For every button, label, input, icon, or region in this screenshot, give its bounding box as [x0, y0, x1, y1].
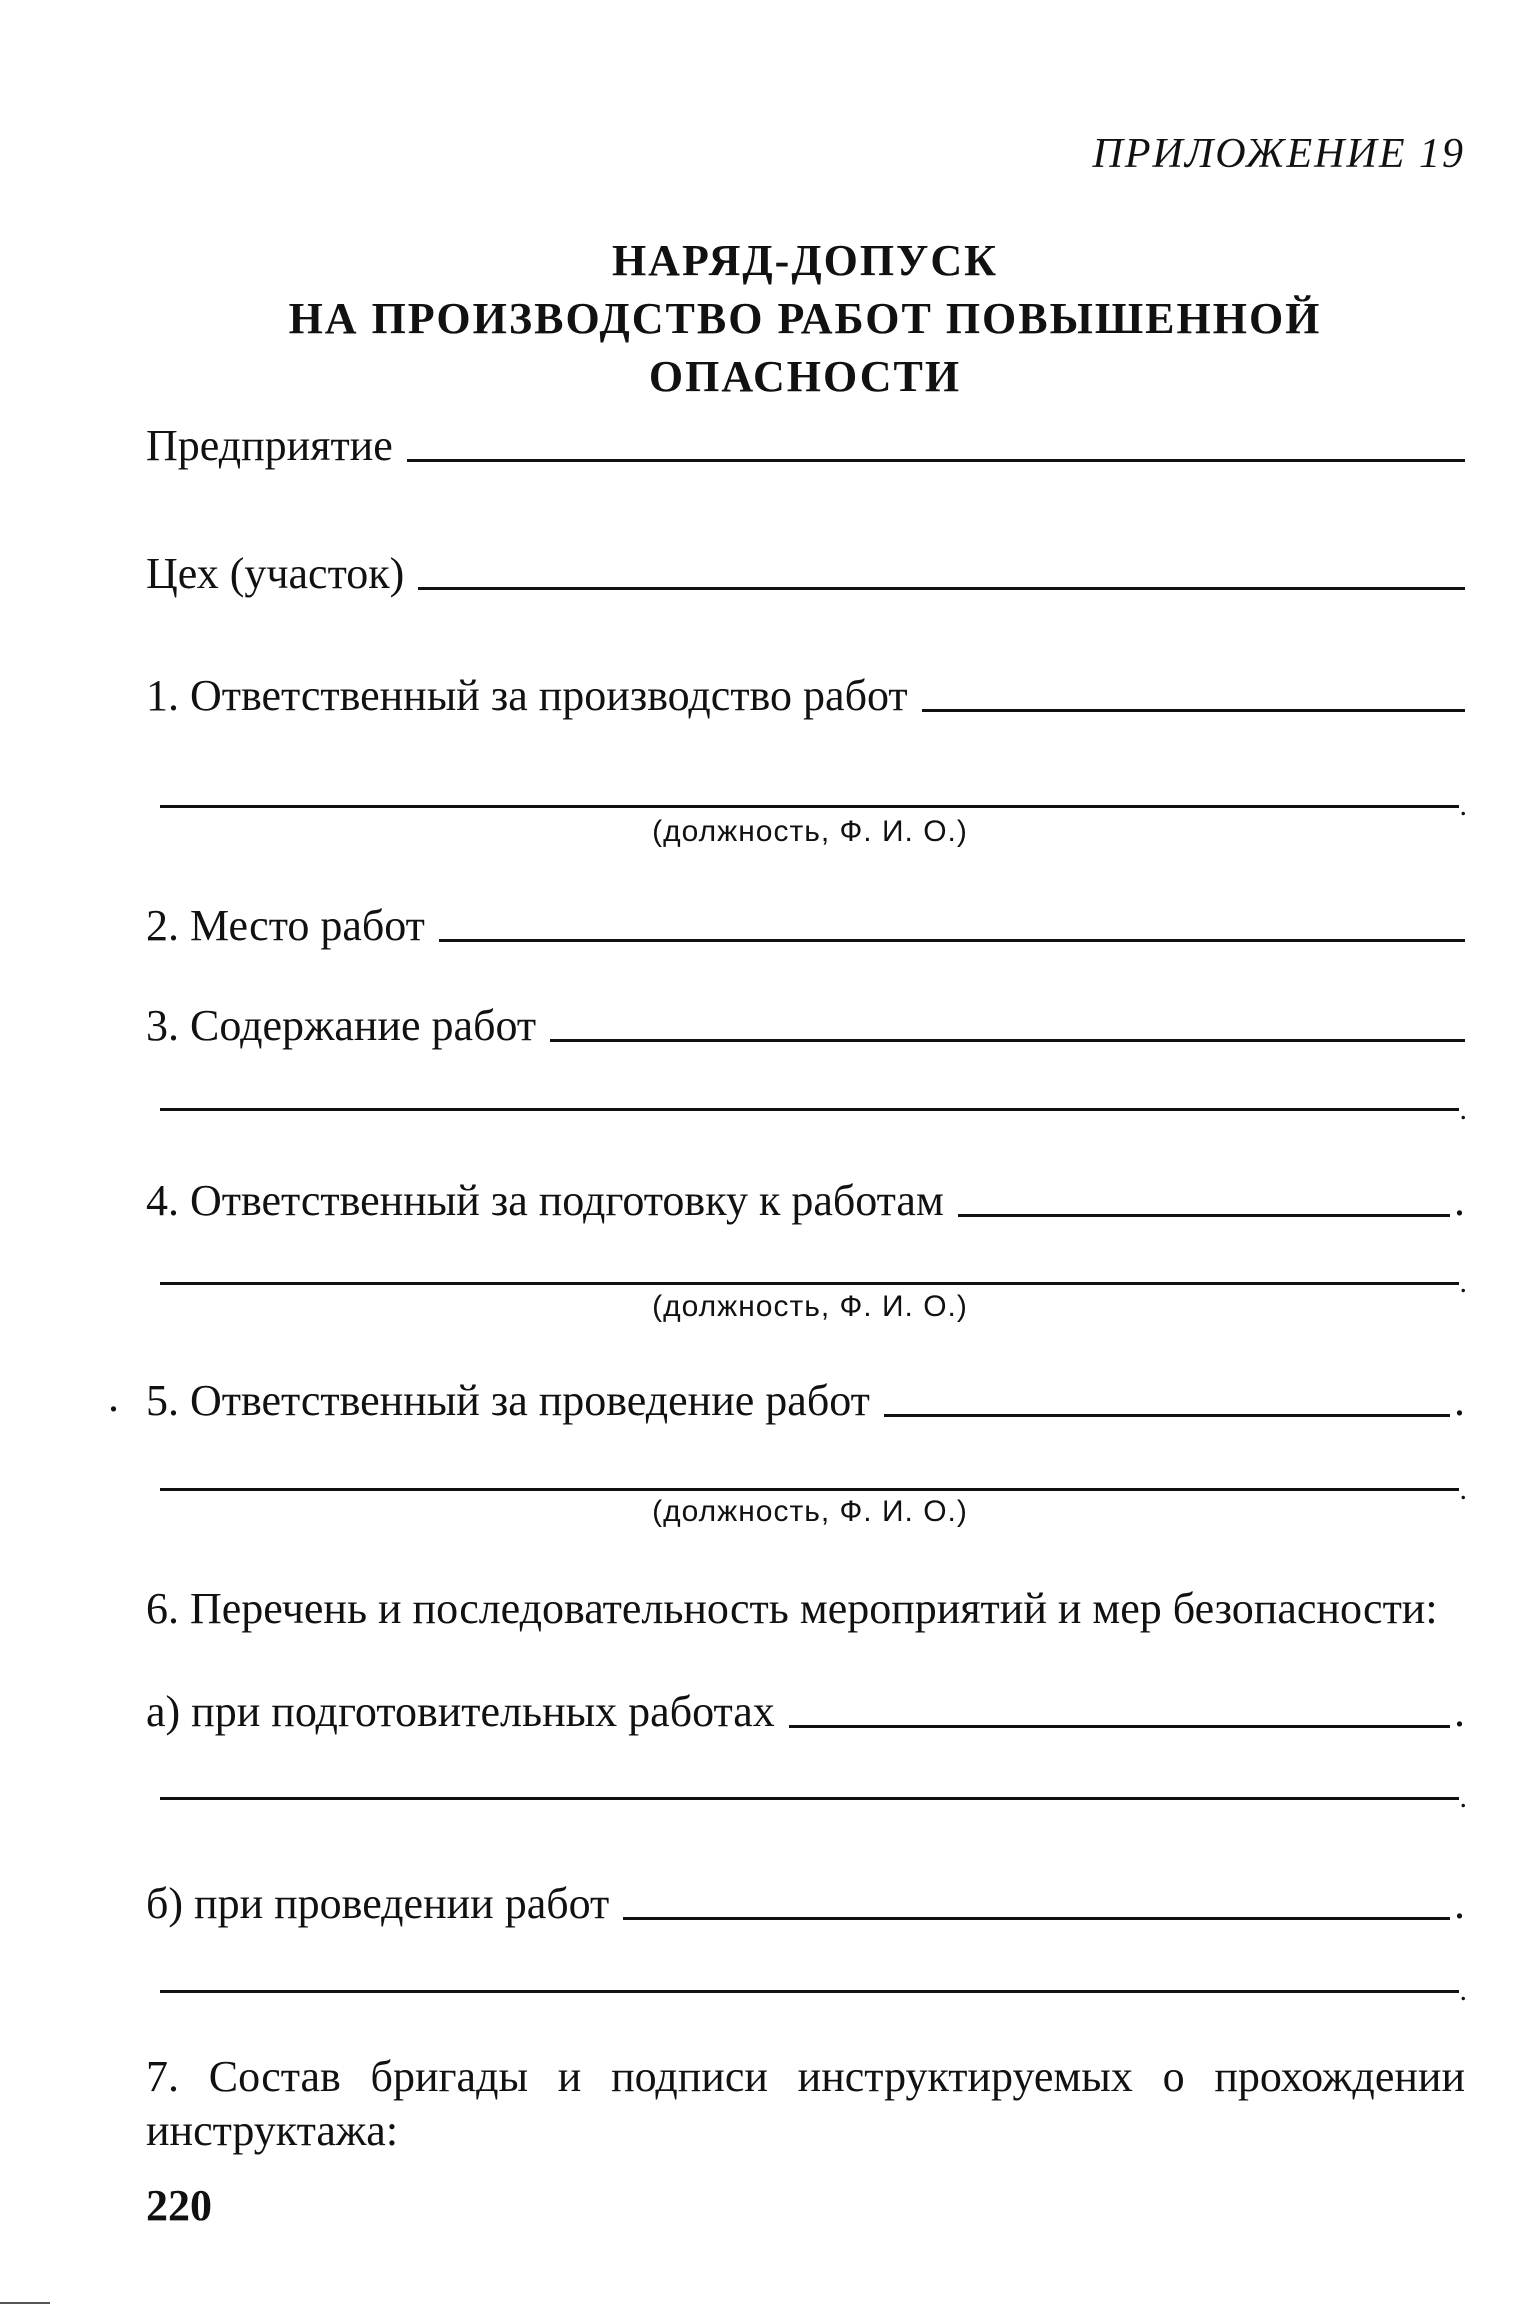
item4-line-dot: .: [1459, 1266, 1467, 1299]
item4-row: [146, 1175, 1465, 1227]
item1-caption: (должность, Ф. И. О.): [652, 815, 968, 848]
item6a-field[interactable]: [789, 1725, 1450, 1728]
item4-dot: .: [1454, 1176, 1465, 1225]
item2-label: 2. Место работ: [146, 901, 425, 950]
item3-field[interactable]: [550, 1039, 1465, 1042]
title-line-1: НАРЯД-ДОПУСК: [611, 236, 999, 285]
item5-field[interactable]: [884, 1414, 1450, 1417]
item5-label: 5. Ответственный за проведение работ: [146, 1376, 870, 1425]
item1-label: 1. Ответственный за производство работ: [146, 671, 908, 720]
item6a-row: [146, 1686, 1465, 1738]
item6b-field[interactable]: [623, 1917, 1450, 1920]
item3-line-dot: .: [1459, 1093, 1467, 1126]
workshop-row: [146, 548, 1465, 600]
item2-field[interactable]: [439, 939, 1465, 942]
document-title: [160, 232, 1450, 406]
item5-continuation-line[interactable]: [160, 1488, 1459, 1491]
item5-dot: .: [1454, 1376, 1465, 1425]
item6b-row: [146, 1878, 1465, 1930]
item4-field[interactable]: [958, 1214, 1450, 1217]
title-line-3: ОПАСНОСТИ: [648, 352, 962, 401]
enterprise-field[interactable]: [407, 459, 1465, 462]
item6a-label: а) при подготовительных работах: [146, 1687, 775, 1736]
item6a-line-dot: .: [1459, 1781, 1467, 1814]
item4-continuation-line[interactable]: [160, 1282, 1459, 1285]
title-line-2: НА ПРОИЗВОДСТВО РАБОТ ПОВЫШЕННОЙ: [288, 294, 1322, 343]
item1-line-dot: .: [1459, 789, 1467, 822]
workshop-field[interactable]: [418, 587, 1465, 590]
item3-continuation-line[interactable]: [160, 1108, 1459, 1111]
item6b-dot: .: [1454, 1879, 1465, 1928]
item1-row: [146, 670, 1465, 722]
item7-text: 7. Состав бригады и подписи инструктируемых о прохождении инструктажа:: [146, 2052, 1465, 2155]
workshop-label: Цех (участок): [146, 549, 405, 598]
item5-row: [146, 1375, 1465, 1427]
enterprise-label: Предприятие: [146, 421, 393, 470]
enterprise-row: [146, 420, 1465, 472]
item5-line-dot: .: [1459, 1473, 1467, 1506]
item6a-dot: .: [1454, 1687, 1465, 1736]
item5-caption: (должность, Ф. И. О.): [652, 1495, 968, 1528]
item2-row: [146, 900, 1465, 952]
item3-label: 3. Содержание работ: [146, 1001, 537, 1050]
item1-continuation-line[interactable]: [160, 805, 1459, 808]
item6a-continuation-line[interactable]: [160, 1797, 1459, 1800]
item4-label: 4. Ответственный за подготовку к работам: [146, 1176, 944, 1225]
appendix-label: ПРИЛОЖЕНИЕ 19: [1092, 131, 1465, 177]
stray-dot: .: [108, 1372, 119, 1421]
scan-edge-mark: [0, 2302, 50, 2304]
item4-caption: (должность, Ф. И. О.): [652, 1290, 968, 1323]
item1-field[interactable]: [922, 709, 1465, 712]
page-number: 220: [146, 2181, 212, 2230]
item6-intro: 6. Перечень и последовательность мероприятий и мер безопасности:: [146, 1584, 1438, 1633]
item6b-line-dot: .: [1459, 1974, 1467, 2007]
item6b-label: б) при проведении работ: [146, 1879, 610, 1928]
item6b-continuation-line[interactable]: [160, 1990, 1459, 1993]
item3-row: [146, 1000, 1465, 1052]
